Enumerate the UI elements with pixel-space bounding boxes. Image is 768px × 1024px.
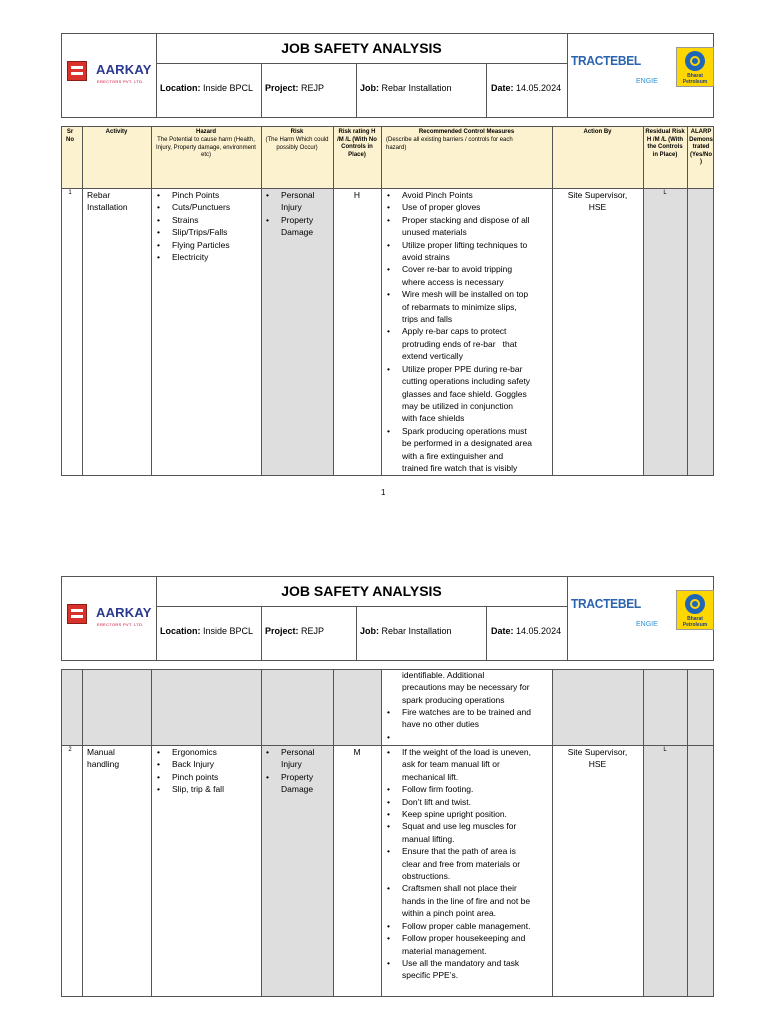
date-label: Date: (491, 83, 514, 93)
col-header-controls-desc: (Describe all existing barriers / controls for each hazard) (386, 137, 513, 151)
job-value: Rebar Installation (381, 83, 452, 93)
controls-list (385, 746, 551, 982)
control-item (385, 201, 551, 213)
control-line: with a fire extinguisher and (402, 450, 504, 461)
aarkay-logo-name: AARKAY (96, 62, 152, 77)
risk-line: • Personal (281, 747, 315, 757)
date-value: 14.05.2024 (516, 626, 562, 636)
control-line: may be utilized in conjunction (402, 400, 514, 411)
risk-line: • Property (281, 214, 314, 225)
risk-list (264, 746, 332, 796)
action-by (552, 746, 643, 771)
control-line (402, 731, 551, 743)
project-field (265, 623, 324, 639)
col-header-risk-rating: Risk rating H /M /L (With No Controls in Place) (337, 129, 377, 158)
action-by-line: Site Supervisor, (567, 747, 628, 757)
control-line: • Follow firm footing. (402, 784, 474, 795)
control-line: • Squat and use leg muscles for (402, 821, 517, 832)
control-item (385, 820, 551, 845)
col-divider (552, 669, 553, 997)
control-line: • Follow proper cable management. (402, 920, 531, 931)
controls-list (385, 706, 551, 743)
hazard-item: • Pinch Points (155, 189, 259, 201)
control-line: avoid strains (402, 252, 450, 263)
date-label: Date: (491, 626, 514, 636)
col-header-controls: Recommended Control Measures (418, 129, 515, 135)
control-line: glasses and face shield. Goggles (402, 388, 527, 399)
col-header-action-by: Action By (583, 129, 612, 135)
control-item (385, 731, 551, 743)
control-line: • Don’t lift and twist. (402, 796, 471, 807)
risk-line: • Property (281, 771, 314, 782)
residual-risk: L (663, 747, 667, 753)
tractebel-logo-name: TRACTEBEL (571, 596, 641, 611)
control-line: where access is necessary (402, 276, 504, 287)
control-item (385, 706, 551, 731)
activity-line: Installation (87, 202, 128, 213)
control-item (385, 957, 551, 982)
job-field (360, 623, 452, 639)
control-line: • Utilize proper PPE during re-bar (402, 363, 523, 374)
header-divider (261, 606, 262, 661)
job-label: Job: (360, 626, 379, 636)
col-header-activity: Activity (105, 129, 128, 135)
hazard-item: • Ergonomics (155, 746, 259, 758)
control-line: • Follow proper housekeeping and (402, 933, 526, 944)
control-line: • Keep spine upright position. (402, 809, 507, 820)
col-divider (687, 126, 688, 476)
control-item (385, 882, 551, 919)
control-line: • Apply re-bar caps to protect (402, 326, 507, 337)
col-divider (151, 126, 152, 476)
control-line: • Cover re-bar to avoid tripping (402, 264, 513, 275)
control-item (385, 263, 551, 288)
control-line: with face shields (402, 413, 465, 424)
control-line: • Ensure that the path of area is (402, 846, 516, 857)
activity-line: handling (87, 759, 120, 770)
control-line: unused materials (402, 227, 467, 238)
page-title: JOB SAFETY ANALYSIS (281, 583, 442, 599)
risk-rating: H (353, 190, 361, 200)
control-item (385, 363, 551, 425)
date-field (491, 80, 561, 96)
tractebel-logo-name: TRACTEBEL (571, 53, 641, 68)
row-activity (87, 746, 119, 771)
control-line: • Avoid Pinch Points (402, 190, 473, 200)
col-divider (261, 126, 262, 476)
hazard-item: • Electricity (155, 251, 259, 263)
control-line: • Utilize proper lifting techniques to (402, 239, 528, 250)
page-number: 1 (381, 488, 386, 497)
location-label: Location: (160, 626, 201, 636)
control-item (385, 214, 551, 239)
location-field (160, 623, 253, 639)
hazard-item: • Slip/Trips/Falls (155, 226, 259, 238)
control-line: material management. (402, 945, 487, 956)
activity-line: Manual (87, 747, 115, 757)
header-divider (486, 63, 487, 118)
hazard-item: • Back Injury (155, 758, 259, 770)
bpcl-logo (676, 47, 714, 87)
risk-item (264, 189, 332, 214)
project-field (265, 80, 324, 96)
residual-risk: L (663, 190, 667, 196)
hazard-list (155, 189, 259, 263)
row-activity (87, 189, 128, 214)
control-line: • Spark producing operations must (402, 425, 527, 436)
bpcl-logo (676, 590, 714, 630)
col-header-residual: Residual Risk H /M /L (With the Controls in Place) (645, 129, 685, 158)
control-line: have no other duties (402, 719, 480, 730)
control-line: precautions may be necessary for (402, 682, 530, 693)
aarkay-logo-sub: ERECTORS PVT. LTD. (97, 79, 144, 84)
project-label: Project: (265, 83, 299, 93)
control-item (385, 783, 551, 795)
aarkay-logo-sub: ERECTORS PVT. LTD. (97, 622, 144, 627)
col-header-hazard-desc: The Potential to cause harm (Health, Injury, Property damage, environment etc) (156, 137, 256, 158)
project-value: REJP (301, 83, 325, 93)
control-item (385, 746, 551, 783)
project-value: REJP (301, 626, 325, 636)
control-line: clear and free from materials or (402, 858, 521, 869)
risk-line: Damage (281, 784, 314, 795)
control-line: within a pinch point area. (402, 908, 497, 919)
col-divider (643, 669, 644, 997)
hazard-item: • Slip, trip & fall (155, 783, 259, 795)
job-value: Rebar Installation (381, 626, 452, 636)
col-header-hazard: Hazard (195, 129, 216, 135)
action-by-line: HSE (588, 759, 607, 770)
risk-line: • Personal (281, 190, 315, 200)
engie-logo-sub: ENGIE (636, 621, 658, 628)
control-item (385, 325, 551, 362)
col-header-risk: Risk (290, 129, 304, 135)
col-divider (333, 669, 334, 997)
control-line: • Use of proper gloves (402, 202, 481, 213)
risk-list (264, 189, 332, 239)
col-divider (552, 126, 553, 476)
control-line: obstructions. (402, 871, 451, 882)
project-label: Project: (265, 626, 299, 636)
hazard-list (155, 746, 259, 796)
control-line: protruding ends of re-bar that (402, 338, 517, 349)
risk-line: Damage (281, 227, 314, 238)
control-line: extend vertically (402, 351, 463, 362)
job-label: Job: (360, 83, 379, 93)
risk-line: Injury (281, 759, 302, 770)
control-item (385, 932, 551, 957)
control-line: • If the weight of the load is uneven, (402, 747, 532, 757)
page-title: JOB SAFETY ANALYSIS (281, 40, 442, 56)
control-line: trained fire watch that is visibly (402, 462, 518, 473)
header-divider (486, 606, 487, 661)
continuation-text (402, 669, 550, 706)
action-by-line: HSE (588, 202, 607, 213)
risk-item (264, 214, 332, 239)
col-divider (381, 126, 382, 476)
hazard-item: • Strains (155, 214, 259, 226)
control-item (385, 808, 551, 820)
control-line: of rebarmats to minimize slips, (402, 301, 517, 312)
control-item (385, 288, 551, 325)
col-header-alarp: ALARP Demons trated (Yes/No ) (689, 129, 713, 165)
control-line: • Proper stacking and dispose of all (402, 214, 530, 225)
control-line: identifiable. Additional (402, 670, 485, 680)
date-value: 14.05.2024 (516, 83, 562, 93)
header-divider (356, 606, 357, 661)
control-line: • Craftsmen shall not place their (402, 883, 517, 894)
engie-logo-sub: ENGIE (636, 78, 658, 85)
col-header-risk-desc: (The Harm Which could possibly Occur) (265, 137, 329, 151)
control-line: be performed in a designated area (402, 438, 532, 449)
aarkay-logo-mark (67, 604, 87, 624)
control-line: • Wire mesh will be installed on top (402, 289, 529, 300)
col-divider (82, 126, 83, 476)
bpcl-emblem-icon (685, 594, 705, 614)
bpcl-emblem-icon (685, 51, 705, 71)
control-line: manual lifting. (402, 833, 455, 844)
row-sr: 2 (68, 747, 72, 753)
control-line: trips and falls (402, 314, 453, 325)
control-item (385, 920, 551, 932)
bpcl-line1: Bharat (687, 73, 703, 79)
header-divider (567, 576, 568, 661)
control-item (385, 425, 551, 475)
location-label: Location: (160, 83, 201, 93)
col-divider (643, 126, 644, 476)
col-divider (381, 669, 382, 997)
risk-line: Injury (281, 202, 302, 213)
risk-item (264, 771, 332, 796)
control-line: ask for team manual lift or (402, 759, 500, 770)
control-line: • Use all the mandatory and task (402, 957, 520, 968)
control-line: mechanical lift. (402, 771, 459, 782)
header-divider (567, 33, 568, 118)
col-divider (82, 669, 83, 997)
col-header-sr: Sr No (66, 129, 74, 143)
header-divider (156, 606, 567, 607)
action-by (552, 189, 643, 214)
hazard-item: • Flying Particles (155, 239, 259, 251)
hazard-item: • Cuts/Punctuers (155, 201, 259, 213)
control-item (385, 845, 551, 882)
controls-list (385, 189, 551, 474)
location-field (160, 80, 253, 96)
location-value: Inside BPCL (203, 626, 254, 636)
aarkay-logo-name: AARKAY (96, 605, 152, 620)
col-divider (687, 669, 688, 997)
control-item (385, 189, 551, 201)
activity-line: Rebar (87, 190, 111, 200)
bpcl-line1: Bharat (687, 616, 703, 622)
control-line: specific PPE’s. (402, 970, 459, 981)
col-divider (151, 669, 152, 997)
header-divider (356, 63, 357, 118)
risk-rating: M (353, 747, 361, 757)
bpcl-line2: Petroleum (682, 79, 708, 85)
header-divider (261, 63, 262, 118)
row-sr: 1 (68, 190, 72, 196)
col-divider (333, 126, 334, 476)
header-divider (156, 63, 567, 64)
control-item (385, 239, 551, 264)
date-field (491, 623, 561, 639)
control-line: spark producing operations (402, 694, 505, 705)
control-line: cutting operations including safety (402, 376, 531, 387)
control-item (385, 796, 551, 808)
risk-item (264, 746, 332, 771)
location-value: Inside BPCL (203, 83, 254, 93)
action-by-line: Site Supervisor, (567, 190, 628, 200)
bpcl-line2: Petroleum (682, 622, 708, 628)
job-field (360, 80, 452, 96)
control-line: • Fire watches are to be trained and (402, 707, 531, 717)
col-divider (261, 669, 262, 997)
aarkay-logo-mark (67, 61, 87, 81)
control-line: hands in the line of fire and not be (402, 895, 531, 906)
hazard-item: • Pinch points (155, 771, 259, 783)
